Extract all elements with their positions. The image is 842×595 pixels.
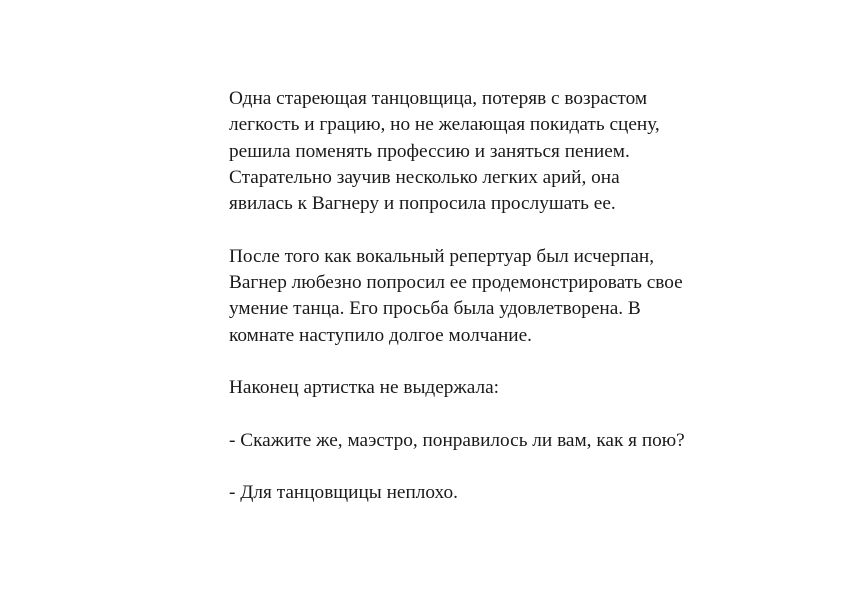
text-line: комнате наступило долгое молчание. [229,324,532,346]
dialogue-question [229,428,789,454]
text-line: умение танца. Его просьба была удовлетворена. В [229,298,641,320]
text-line: Вагнер любезно попросил ее продемонстрировать свое [229,272,683,294]
dialogue-answer [229,480,789,506]
text-line: явилась к Вагнеру и попросила прослушать ее. [229,193,616,215]
paragraph-tension [229,375,789,401]
story-text [229,86,789,533]
text-line: Одна стареющая танцовщица, потеряв с возрастом [229,88,648,109]
text-line: Старательно заучив несколько легких арий, она [229,166,620,188]
text-line: легкость и грацию, но не желающая покидать сцену, [229,114,660,136]
text-line: Наконец артистка не выдержала: [229,377,500,399]
text-line: - Скажите же, маэстро, понравилось ли вам, как я пою? [229,429,685,451]
text-line: решила поменять профессию и заняться пением. [229,140,630,162]
paragraph-audition [229,244,789,349]
text-line: После того как вокальный репертуар был исчерпан, [229,245,655,267]
text-line: - Для танцовщицы неплохо. [229,482,458,504]
paragraph-intro [229,86,789,217]
